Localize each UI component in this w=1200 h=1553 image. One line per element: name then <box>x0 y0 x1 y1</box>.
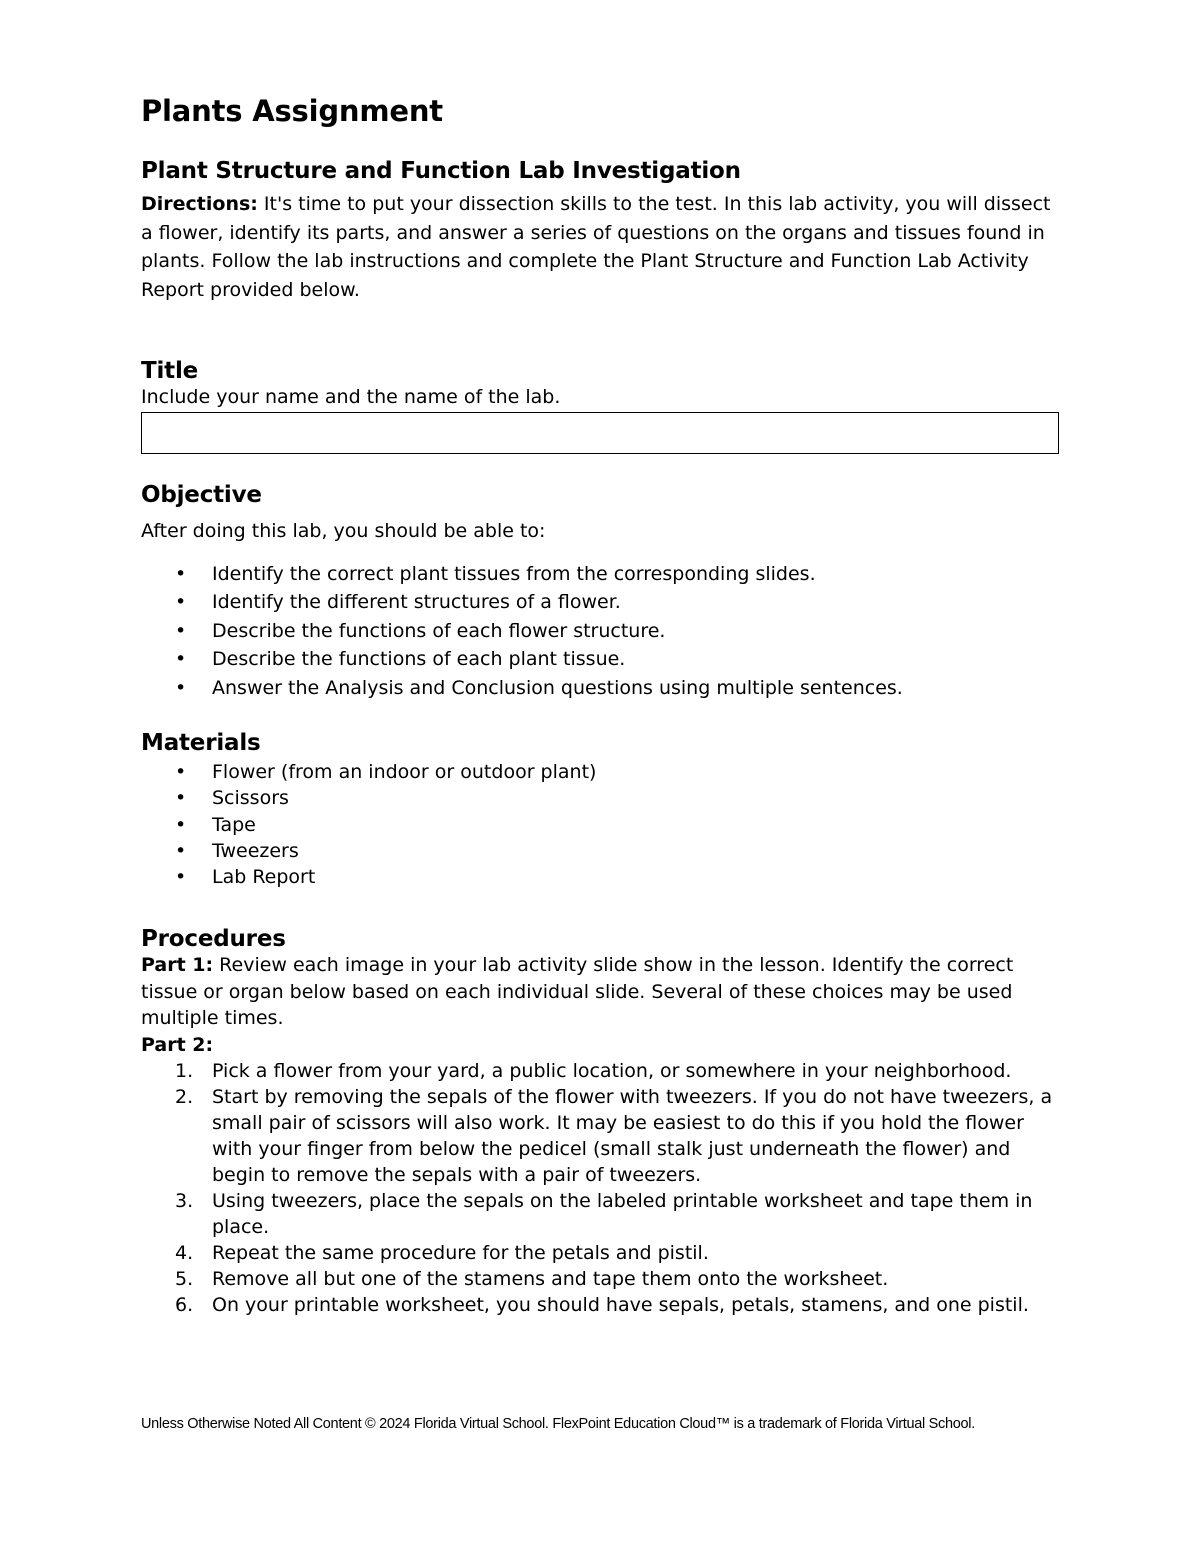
title-instruction: Include your name and the name of the lab. <box>141 386 561 408</box>
title-heading: Title <box>141 358 199 384</box>
list-item: • Lab Report <box>141 864 1061 890</box>
part1-paragraph <box>141 952 1061 1032</box>
directions-text: It's time to put your dissection skills to the test. In this lab activity, you will dissect a flower, identify its parts, and answer a series of questions on the organs and tissues found in plants. Follow the lab instructions and complete the Plant Structure and Function Lab Activity Report provided below. <box>141 193 1051 302</box>
procedures-section <box>141 926 1061 1318</box>
procedure-steps <box>141 1058 1061 1318</box>
objective-list <box>141 560 1061 703</box>
bullet-icon: • <box>175 619 187 642</box>
list-item: 4. Repeat the same procedure for the petals and pistil. <box>175 1241 709 1264</box>
list-item: 6. On your printable worksheet, you should have sepals, petals, stamens, and one pistil. <box>175 1293 1029 1316</box>
procedures-heading: Procedures <box>141 926 286 952</box>
list-item: • Answer the Analysis and Conclusion questions using multiple sentences. <box>141 674 1061 703</box>
bullet-icon: • <box>175 813 187 836</box>
materials-heading: Materials <box>141 730 261 756</box>
list-item: 3. Using tweezers, place the sepals on the labeled printable worksheet and tape them in place. <box>175 1189 1033 1238</box>
step-number: 4. <box>175 1241 194 1264</box>
list-item: • Flower (from an indoor or outdoor plant) <box>141 759 1061 785</box>
part1-label: Part 1: <box>141 954 214 976</box>
bullet-icon: • <box>175 648 187 670</box>
list-item: • Describe the functions of each plant tissue. <box>141 645 1061 674</box>
list-item: 5. Remove all but one of the stamens and tape them onto the worksheet. <box>175 1267 889 1290</box>
page-footer: Unless Otherwise Noted All Content © 2024 Florida Virtual School. FlexPoint Education Cloud™ is a trademark of Florida Virtual School. <box>141 1416 975 1432</box>
list-item: 1. Pick a flower from your yard, a public location, or somewhere in your neighborhood. <box>175 1059 1012 1082</box>
bullet-icon: • <box>175 676 187 699</box>
lab-subtitle: Plant Structure and Function Lab Investigation <box>141 158 741 184</box>
title-section <box>141 358 1061 454</box>
bullet-icon: • <box>175 787 187 810</box>
objective-intro: After doing this lab, you should be able to: <box>141 520 546 542</box>
materials-list <box>141 759 1061 890</box>
step-number: 1. <box>175 1059 194 1082</box>
step-number: 5. <box>175 1267 194 1290</box>
bullet-icon: • <box>175 839 187 862</box>
list-item: • Tweezers <box>141 838 1061 864</box>
list-item: • Scissors <box>141 785 1061 811</box>
objective-heading: Objective <box>141 482 262 508</box>
title-answer-box[interactable] <box>141 412 1059 454</box>
bullet-icon: • <box>175 591 187 613</box>
list-item: • Identify the different structures of a flower. <box>141 588 1061 617</box>
list-item: • Identify the correct plant tissues from the corresponding slides. <box>141 560 1061 589</box>
bullet-icon: • <box>175 866 187 889</box>
step-number: 3. <box>175 1189 194 1212</box>
list-item: • Tape <box>141 812 1061 838</box>
part1-text: Review each image in your lab activity slide show in the lesson. Identify the correct tissue or organ below based on each individual slide. Several of these choices may be used multiple times. <box>141 954 1014 1029</box>
directions-paragraph <box>141 190 1061 305</box>
materials-section <box>141 730 1061 890</box>
step-number: 6. <box>175 1293 194 1316</box>
step-number: 2. <box>175 1085 194 1108</box>
objective-section <box>141 482 1061 702</box>
intro-section <box>141 158 1061 305</box>
bullet-icon: • <box>175 562 187 585</box>
list-item: 2. Start by removing the sepals of the flower with tweezers. If you do not have tweezers, a small pair of scissors will also work. It may be easiest to do this if you hold the flower with your finger from below the pedicel (small stalk just underneath the flower) and begin to remove the sepals with a pair of tweezers. <box>175 1085 1053 1186</box>
part2-label: Part 2: <box>141 1033 214 1056</box>
list-item: • Describe the functions of each flower structure. <box>141 617 1061 646</box>
directions-label: Directions: <box>141 193 258 215</box>
page-title: Plants Assignment <box>141 94 443 128</box>
bullet-icon: • <box>175 761 187 783</box>
